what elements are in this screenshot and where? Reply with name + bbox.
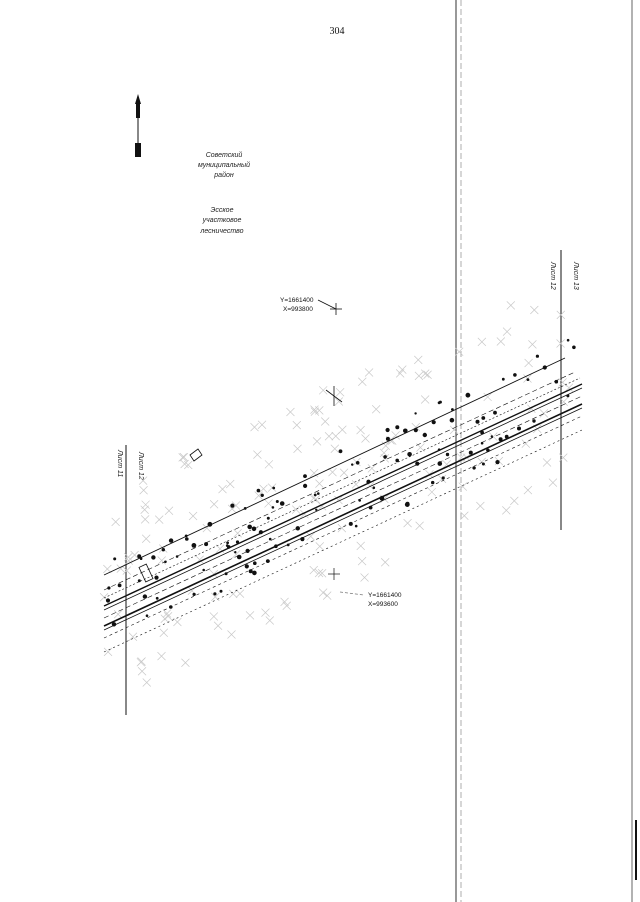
feature-dot — [220, 590, 223, 593]
feature-dot — [252, 527, 257, 532]
feature-dot — [112, 622, 116, 626]
hatch-mark — [340, 469, 348, 477]
hatch-mark — [365, 369, 373, 377]
feature-dot — [107, 586, 110, 589]
feature-dot — [451, 408, 454, 411]
feature-dot — [366, 480, 370, 484]
hatch-mark — [421, 370, 429, 378]
hatch-mark — [368, 464, 376, 472]
feature-points — [106, 339, 576, 627]
hatch-mark — [416, 522, 424, 530]
feature-dot — [438, 401, 441, 404]
hatch-mark — [336, 388, 344, 396]
hatch-mark — [332, 432, 340, 440]
feature-dot — [395, 425, 399, 429]
hatch-mark — [507, 301, 515, 309]
feature-dot — [253, 561, 257, 565]
feature-dot — [438, 448, 441, 451]
feature-dot — [414, 412, 416, 414]
feature-dot — [358, 499, 361, 502]
svg-text:лесничество: лесничество — [200, 228, 244, 235]
hatch-mark — [307, 532, 315, 540]
hatch-mark — [476, 502, 484, 510]
feature-dot — [491, 435, 493, 437]
hatch-mark — [503, 328, 511, 336]
feature-dot — [403, 429, 408, 434]
feature-dot — [138, 579, 141, 582]
hatch-mark — [229, 590, 237, 598]
feature-dot — [303, 474, 307, 478]
hatch-mark — [459, 483, 467, 491]
hatch-mark — [181, 659, 189, 667]
sheet-label-right-lower: Лист 12 — [549, 262, 556, 290]
feature-dot — [169, 605, 173, 609]
svg-text:Советский: Советский — [205, 152, 243, 159]
feature-dot — [213, 592, 216, 595]
feature-dot — [339, 449, 343, 453]
hatch-mark — [236, 590, 244, 598]
hatch-mark — [478, 338, 486, 346]
hatch-mark — [158, 557, 166, 565]
hatch-mark — [358, 557, 366, 565]
hatch-mark — [415, 372, 423, 380]
hatch-mark — [140, 486, 148, 494]
page-number: 304 — [329, 26, 345, 37]
feature-dot — [164, 561, 167, 564]
feature-dot — [481, 416, 485, 420]
hatch-mark — [293, 421, 301, 429]
feature-dot — [234, 551, 236, 553]
hatch-mark — [173, 618, 181, 626]
hatch-mark — [319, 589, 327, 597]
feature-dot — [415, 462, 419, 466]
forestry-label — [199, 207, 243, 235]
feature-dot — [236, 540, 239, 543]
hatch-mark — [210, 613, 218, 621]
hatch-mark — [361, 435, 369, 443]
feature-dot — [162, 548, 165, 551]
svg-text:Эсское: Эсское — [210, 207, 234, 214]
feature-dot — [137, 554, 141, 558]
feature-dot — [517, 427, 521, 431]
feature-dot — [432, 420, 436, 424]
hatch-mark — [358, 378, 366, 386]
hatch-mark — [210, 500, 218, 508]
feature-dot — [349, 522, 353, 526]
feature-dot — [246, 549, 250, 553]
hatch-mark — [259, 485, 267, 493]
feature-dot — [154, 576, 158, 580]
feature-dot — [143, 594, 147, 598]
feature-dot — [555, 380, 559, 384]
hatch-mark — [294, 445, 302, 453]
feature-dot — [466, 393, 471, 398]
hatch-mark — [143, 678, 151, 686]
feature-dot — [245, 564, 249, 568]
feature-dot — [202, 569, 205, 572]
feature-dot — [118, 584, 122, 588]
feature-dot — [380, 496, 385, 501]
feature-dot — [192, 543, 197, 548]
feature-dot — [257, 489, 261, 493]
feature-dot — [513, 373, 517, 377]
feature-dot — [156, 597, 159, 600]
feature-dot — [505, 435, 509, 439]
hatch-mark — [528, 340, 536, 348]
feature-dot — [225, 572, 228, 575]
hatch-mark — [510, 497, 518, 505]
hatch-mark — [141, 515, 149, 523]
forest-hatching — [100, 301, 573, 686]
hatch-mark — [157, 652, 165, 660]
feature-dot — [272, 506, 275, 509]
feature-dot — [176, 555, 179, 558]
feature-dot — [502, 378, 505, 381]
feature-dot — [252, 571, 257, 576]
feature-dot — [185, 537, 189, 541]
feature-dot — [317, 492, 320, 495]
hatch-mark — [530, 306, 538, 314]
road-corridor — [104, 358, 582, 652]
hatch-mark — [214, 622, 222, 630]
hatch-mark — [112, 518, 120, 526]
feature-dot — [386, 428, 390, 432]
sheet-label-left-lower: Лист 11 — [116, 450, 123, 478]
feature-dot — [499, 437, 503, 441]
hatch-mark — [372, 405, 380, 413]
feature-dot — [532, 419, 535, 422]
feature-dot — [276, 500, 279, 503]
feature-dot — [300, 537, 304, 541]
hatch-mark — [286, 408, 294, 416]
hatch-mark — [227, 631, 235, 639]
coordinate-marker-top — [280, 297, 342, 315]
sheet-label-left-upper: Лист 12 — [137, 452, 144, 480]
hatch-mark — [261, 609, 269, 617]
feature-dot — [482, 463, 485, 466]
hatch-mark — [123, 567, 131, 575]
hatch-mark — [246, 611, 254, 619]
north-arrow-icon — [135, 94, 141, 157]
hatch-mark — [321, 417, 329, 425]
feature-dot — [495, 460, 499, 464]
feature-dot — [249, 569, 253, 573]
feature-dot — [407, 452, 412, 457]
feature-dot — [369, 506, 373, 510]
svg-text:X=993600: X=993600 — [368, 601, 398, 608]
hatch-mark — [219, 485, 227, 493]
feature-dot — [146, 614, 149, 617]
coordinate-marker-bottom — [328, 568, 402, 608]
feature-dot — [151, 555, 155, 559]
feature-dot — [386, 437, 390, 441]
svg-text:участковое: участковое — [202, 217, 242, 224]
hatch-mark — [114, 610, 122, 618]
feature-dot — [226, 541, 229, 544]
feature-dot — [373, 486, 376, 489]
feature-dot — [204, 542, 208, 546]
hatch-mark — [226, 480, 234, 488]
feature-dot — [106, 598, 110, 602]
hatch-mark — [129, 633, 137, 641]
feature-dot — [113, 557, 116, 560]
svg-text:муниципальный: муниципальный — [197, 162, 251, 169]
feature-dot — [476, 420, 480, 424]
hatch-mark — [164, 612, 172, 620]
hatch-mark — [265, 499, 273, 507]
hatch-mark — [137, 658, 145, 666]
sheet-label-right-upper: Лист 13 — [572, 262, 579, 290]
feature-dot — [536, 355, 539, 358]
feature-dot — [237, 555, 242, 560]
hatch-mark — [382, 442, 390, 450]
hatch-mark — [251, 423, 259, 431]
hatch-mark — [331, 445, 339, 453]
hatch-mark — [189, 512, 197, 520]
feature-dot — [193, 593, 196, 596]
feature-dot — [230, 504, 234, 508]
feature-dot — [185, 535, 188, 538]
feature-dot — [267, 517, 270, 520]
hatch-mark — [460, 512, 468, 520]
feature-dot — [543, 365, 547, 369]
hatch-mark — [525, 359, 533, 367]
feature-dot — [566, 394, 569, 397]
feature-dot — [383, 455, 387, 459]
hatch-mark — [502, 506, 510, 514]
hatch-mark — [421, 395, 429, 403]
hatch-mark — [357, 426, 365, 434]
svg-text:Y=1661400: Y=1661400 — [280, 297, 314, 304]
hatch-mark — [559, 454, 567, 462]
hatch-mark — [265, 460, 273, 468]
feature-dot — [259, 530, 263, 534]
feature-dot — [266, 559, 270, 563]
feature-dot — [442, 476, 445, 479]
hatch-mark — [357, 542, 365, 550]
svg-text:район: район — [214, 172, 234, 179]
hatch-mark — [361, 574, 369, 582]
hatch-mark — [142, 501, 150, 509]
hatch-mark — [414, 356, 422, 364]
hatch-mark — [315, 480, 323, 488]
hatch-mark — [312, 495, 320, 503]
hatch-mark — [179, 453, 187, 461]
hatch-mark — [450, 426, 458, 434]
district-label — [198, 151, 250, 179]
feature-dot — [287, 544, 290, 547]
hatch-mark — [497, 338, 505, 346]
feature-dot — [395, 459, 399, 463]
hatch-mark — [323, 592, 331, 600]
feature-dot — [414, 428, 418, 432]
hatch-mark — [155, 516, 163, 524]
hatch-mark — [160, 629, 168, 637]
hatch-mark — [424, 371, 432, 379]
feature-dot — [296, 526, 300, 530]
feature-dot — [486, 449, 490, 453]
feature-dot — [303, 484, 307, 488]
hatch-mark — [396, 369, 404, 377]
feature-dot — [450, 418, 455, 423]
hatch-mark — [142, 535, 150, 543]
hatch-mark — [524, 486, 532, 494]
hatch-mark — [138, 667, 146, 675]
feature-dot — [406, 502, 410, 506]
hatch-mark — [543, 459, 551, 467]
feature-dot — [567, 339, 570, 342]
feature-dot — [527, 378, 530, 381]
feature-dot — [572, 346, 576, 350]
feature-dot — [314, 494, 317, 497]
feature-dot — [446, 453, 449, 456]
hatch-mark — [165, 507, 173, 515]
feature-dot — [226, 544, 229, 547]
hatch-mark — [428, 488, 436, 496]
hatch-mark — [253, 451, 261, 459]
feature-dot — [247, 525, 252, 530]
feature-dot — [469, 451, 473, 455]
feature-dot — [431, 481, 434, 484]
feature-dot — [472, 466, 475, 469]
hatch-mark — [180, 453, 188, 461]
hatch-mark — [104, 648, 112, 656]
hatch-mark — [381, 558, 389, 566]
feature-dot — [438, 461, 443, 466]
hatch-mark — [316, 542, 324, 550]
feature-dot — [280, 501, 285, 506]
hatch-mark — [559, 378, 567, 386]
feature-dot — [315, 509, 317, 511]
hatch-mark — [258, 421, 266, 429]
feature-dot — [493, 411, 497, 415]
hatch-mark — [313, 437, 321, 445]
feature-dot — [356, 461, 360, 465]
hatch-mark — [292, 506, 300, 514]
feature-dot — [274, 544, 278, 548]
feature-dot — [355, 525, 358, 528]
feature-dot — [481, 442, 484, 445]
hatch-mark — [489, 433, 497, 441]
feature-dot — [480, 431, 484, 435]
hatch-mark — [234, 529, 242, 537]
feature-dot — [169, 538, 173, 542]
svg-text:X=993800: X=993800 — [283, 306, 313, 313]
feature-dot — [423, 433, 427, 437]
feature-dot — [208, 522, 213, 527]
hatch-mark — [266, 616, 274, 624]
hatch-mark — [325, 432, 333, 440]
feature-dot — [351, 463, 353, 465]
feature-dot — [269, 538, 272, 541]
svg-text:Y=1661400: Y=1661400 — [368, 592, 402, 599]
hatch-mark — [540, 409, 548, 417]
hatch-mark — [338, 524, 346, 532]
feature-dot — [261, 494, 264, 497]
hatch-mark — [549, 479, 557, 487]
feature-dot — [272, 487, 275, 490]
feature-dot — [244, 507, 247, 510]
hatch-mark — [281, 598, 289, 606]
hatch-mark — [404, 519, 412, 527]
hatch-mark — [329, 468, 337, 476]
